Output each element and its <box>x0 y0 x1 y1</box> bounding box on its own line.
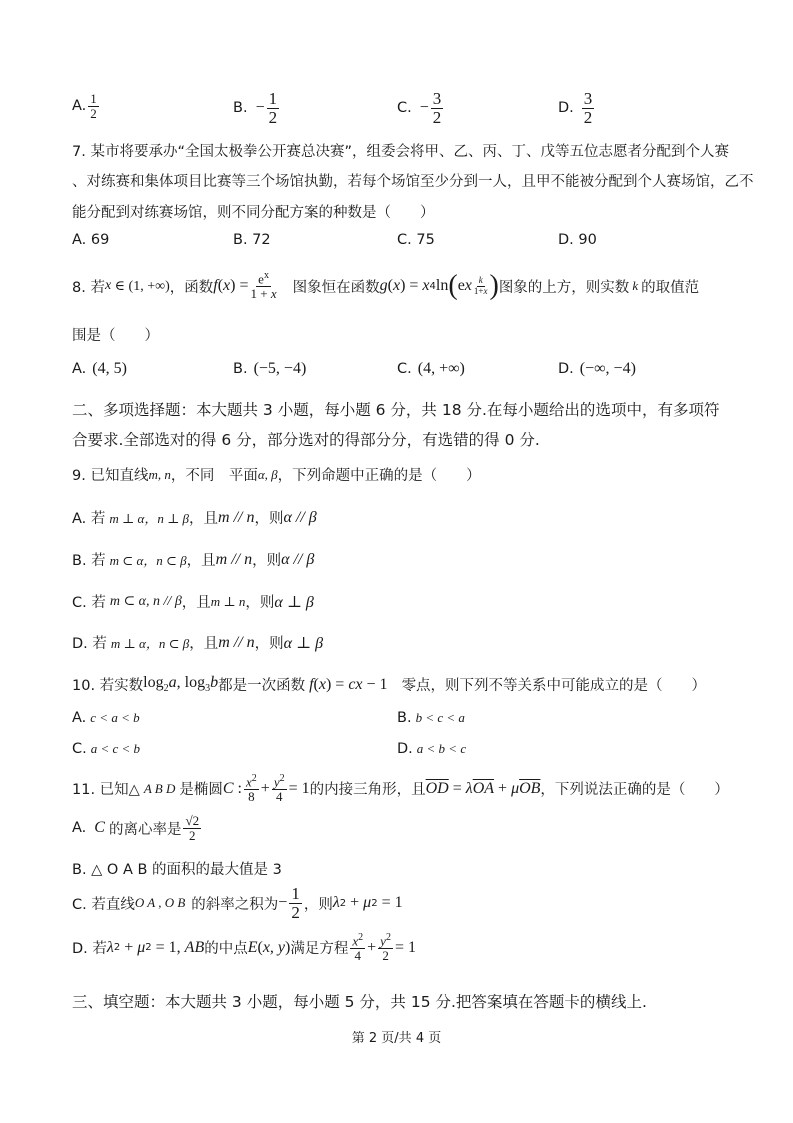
q10-option-d: D. a < b < c <box>397 741 467 757</box>
q11-stem-c: 的内接三角形，且 <box>309 782 426 799</box>
q11-optd-b: 的中点 <box>204 941 248 958</box>
q10-stem-b: 都是一次函数 <box>218 678 306 694</box>
fraction: $\frac{√2}{2}$ <box>185 813 200 843</box>
q11-optd-a: D. 若 <box>72 941 107 958</box>
q11-optd-c: 满足方程 <box>290 941 349 958</box>
q8-suffix: 图象的上方，则实数 <box>498 279 630 296</box>
option-label: A. <box>72 820 87 837</box>
q8-middle1: ，函数 <box>169 279 214 296</box>
q6-option-c: C. − $\frac{3}{2}$ <box>397 89 442 127</box>
q9-qie: ，且 <box>189 511 219 527</box>
option-label: C. <box>397 361 412 377</box>
option-label: A. <box>72 710 87 726</box>
q11-optc-b: 的斜率之积为 <box>191 896 279 913</box>
q7-line2: 、对练赛和集体项目比赛等三个场馆执勤，若每个场馆至少分到一人，且甲不能被分配到个人赛场馆，乙不 <box>72 174 754 190</box>
option-label: A. <box>72 98 87 115</box>
q9-ze: ，则 <box>254 511 284 527</box>
q11-optc-a: C. 若直线 <box>72 896 135 913</box>
q11-option-d: D. 若 λ 2 + μ 2 = 1, AB 的中点 E ( x, y ) 满足方程 $\frac{x^2}{4}$ + $\frac{y^2}{2}$ = 1 <box>72 932 416 963</box>
option-label: C. <box>72 741 87 757</box>
fraction: $\frac{y^2}{2}$ <box>380 932 391 963</box>
fraction: $\frac{k}{1+x}$ <box>473 275 488 296</box>
q9-stem: 9. 已知直线 m, n ，不同 平面 α, β ，下列命题中正确的是（ ） <box>72 464 481 485</box>
q11-stem-d: ，下列说法正确的是（ ） <box>540 782 729 799</box>
q9-option-d: D. 若 m ⊥ α，n ⊂ β ，且 m // n ，则 α ⊥ β <box>72 633 324 652</box>
q9-qie: ，且 <box>181 595 211 611</box>
q9-ze: ，则 <box>252 553 282 569</box>
option-label: B. <box>233 100 248 117</box>
page-footer: 第 2 页/共 4 页 <box>351 1031 442 1046</box>
q6-option-b: B. − $\frac{1}{2}$ <box>233 89 278 127</box>
q9-stem-b: ，不同 平面 <box>170 468 258 484</box>
q11-option-a: A. C 的离心率是 $\frac{√2}{2}$ <box>72 813 200 843</box>
section2-line1: 二、多项选择题：本大题共 3 小题，每小题 6 分，共 18 分.在每小题给出的选项中，有多项符 <box>72 401 720 419</box>
q11-stem-a: 11. 已知△ <box>72 782 140 799</box>
fraction: $\frac{3}{2}$ <box>583 89 593 127</box>
q11-optc-c: ，则 <box>303 896 333 913</box>
q10-stem-a: 10. 若实数 <box>72 678 144 694</box>
q9-option-a: A. 若 m ⊥ α，n ⊥ β ，且 m // n ，则 α // β <box>72 508 317 527</box>
q9-option-c: C. 若 m ⊂ α, n // β ，且 m ⊥ n ，则 α ⊥ β <box>72 591 314 612</box>
q7-line1: 7. 某市将要承办“全国太极拳公开赛总决赛”，组委会将甲、乙、丙、丁、戊等五位志愿者分配到个人赛 <box>72 144 729 160</box>
q10-stem-c: 零点，则下列不等关系中可能成立的是（ ） <box>401 678 707 694</box>
q10-stem: 10. 若实数 $\log_2a$, $\log_3b$ 都是一次函数 f ( x ) = cx − 1 零点，则下列不等关系中可能成立的是（ ） <box>72 674 707 695</box>
q8-line2: 围是（ ） <box>72 328 159 344</box>
q9-ze: ，则 <box>245 595 275 611</box>
q6-option-d <box>558 90 596 127</box>
q9-ze: ，则 <box>254 636 284 652</box>
q9-stem-c: ，下列命题中正确的是（ ） <box>277 468 481 484</box>
section3-heading: 三、填空题：本大题共 3 小题，每小题 5 分，共 15 分.把答案填在答题卡的横线上. <box>72 993 647 1011</box>
q7-option-c: C. 75 <box>397 232 435 248</box>
q7-option-d: D. 90 <box>558 232 597 248</box>
option-label: B. 若 <box>72 553 106 569</box>
q10-option-c: C. a < c < b <box>72 741 141 757</box>
fraction: $\frac{3}{2}$ <box>432 89 442 127</box>
q8-option-d: D. (−∞, −4) <box>558 360 636 377</box>
option-label: B. <box>397 710 412 726</box>
option-label: C. <box>397 100 412 117</box>
q9-qie: ，且 <box>189 636 219 652</box>
fraction: $\frac{1}{2}$ <box>291 884 300 922</box>
option-label: D. <box>558 100 574 117</box>
fraction: $\frac{y^2}{4}$ <box>273 773 285 804</box>
fraction: $\frac{e^x}{1 + x}$ <box>250 270 277 302</box>
q10-option-b: B. b < c < a <box>397 710 465 726</box>
q6-option-a <box>72 92 101 120</box>
option-label: B. <box>233 361 248 377</box>
fraction: $\frac{1}{2}$ <box>268 89 278 127</box>
q8-stem: 8. 若 x ∈ (1, +∞) ，函数 f ( x ) = $\frac{e^x}{1 + x}$ 图象恒在函数 g ( x ) = x 4 ln ( e x $\frac{k}{1+x}$ ) 图象的上方，则实数 k 的取值范 <box>72 270 700 302</box>
q11-option-b: B. △ O A B 的面积的最大值是 3 <box>72 862 282 878</box>
q8-suffix2: 的取值范 <box>641 279 700 296</box>
fraction: $\frac{1}{2}$ <box>90 91 97 121</box>
q11-opta-text: 的离心率是 <box>108 821 182 838</box>
option-label: A. 若 <box>72 511 106 527</box>
fraction: $\frac{x^2}{4}$ <box>352 932 364 963</box>
option-label: D. <box>397 741 413 757</box>
q9-qie: ，且 <box>186 553 216 569</box>
section2-line2: 合要求.全部选对的得 6 分，部分选对的得部分分，有选错的得 0 分. <box>72 431 540 449</box>
option-label: C. 若 <box>72 595 106 611</box>
q7-option-b: B. 72 <box>233 232 271 248</box>
q8-option-a: A. (4, 5) <box>72 360 127 377</box>
q9-option-b: B. 若 m ⊂ α，n ⊂ β ，且 m // n ，则 α // β <box>72 550 315 569</box>
q7-option-a: A. 69 <box>72 232 110 248</box>
option-label: D. 若 <box>72 636 107 652</box>
q8-prefix: 8. 若 <box>72 279 105 296</box>
q8-option-b: B. (−5, −4) <box>233 360 307 377</box>
q11-stem-b: 是椭圆 <box>179 782 223 799</box>
q8-middle2: 图象恒在函数 <box>292 279 380 296</box>
q11-option-c: C. 若直线 O A , O B 的斜率之积为 − $\frac{1}{2}$ ，则 λ 2 + μ 2 = 1 <box>72 884 403 922</box>
option-label: D. <box>558 361 574 377</box>
fraction: $\frac{x^2}{8}$ <box>246 773 257 804</box>
q11-stem: 11. 已知△ A B D 是椭圆 C : $\frac{x^2}{8}$ + $\frac{y^2}{4}$ = 1 的内接三角形，且 $\overline{OD}$ = λ $\overline{OA}$ + μ $\overline{OB}$ ，下列说法正确的是（ ） <box>72 773 729 804</box>
option-label: A. <box>72 361 87 377</box>
q8-option-c: C. (4, +∞) <box>397 360 465 377</box>
q10-option-a: A. c < a < b <box>72 710 140 726</box>
q7-line3: 能分配到对练赛场馆，则不同分配方案的种数是（ ） <box>72 205 435 221</box>
q9-stem-a: 9. 已知直线 <box>72 468 149 484</box>
